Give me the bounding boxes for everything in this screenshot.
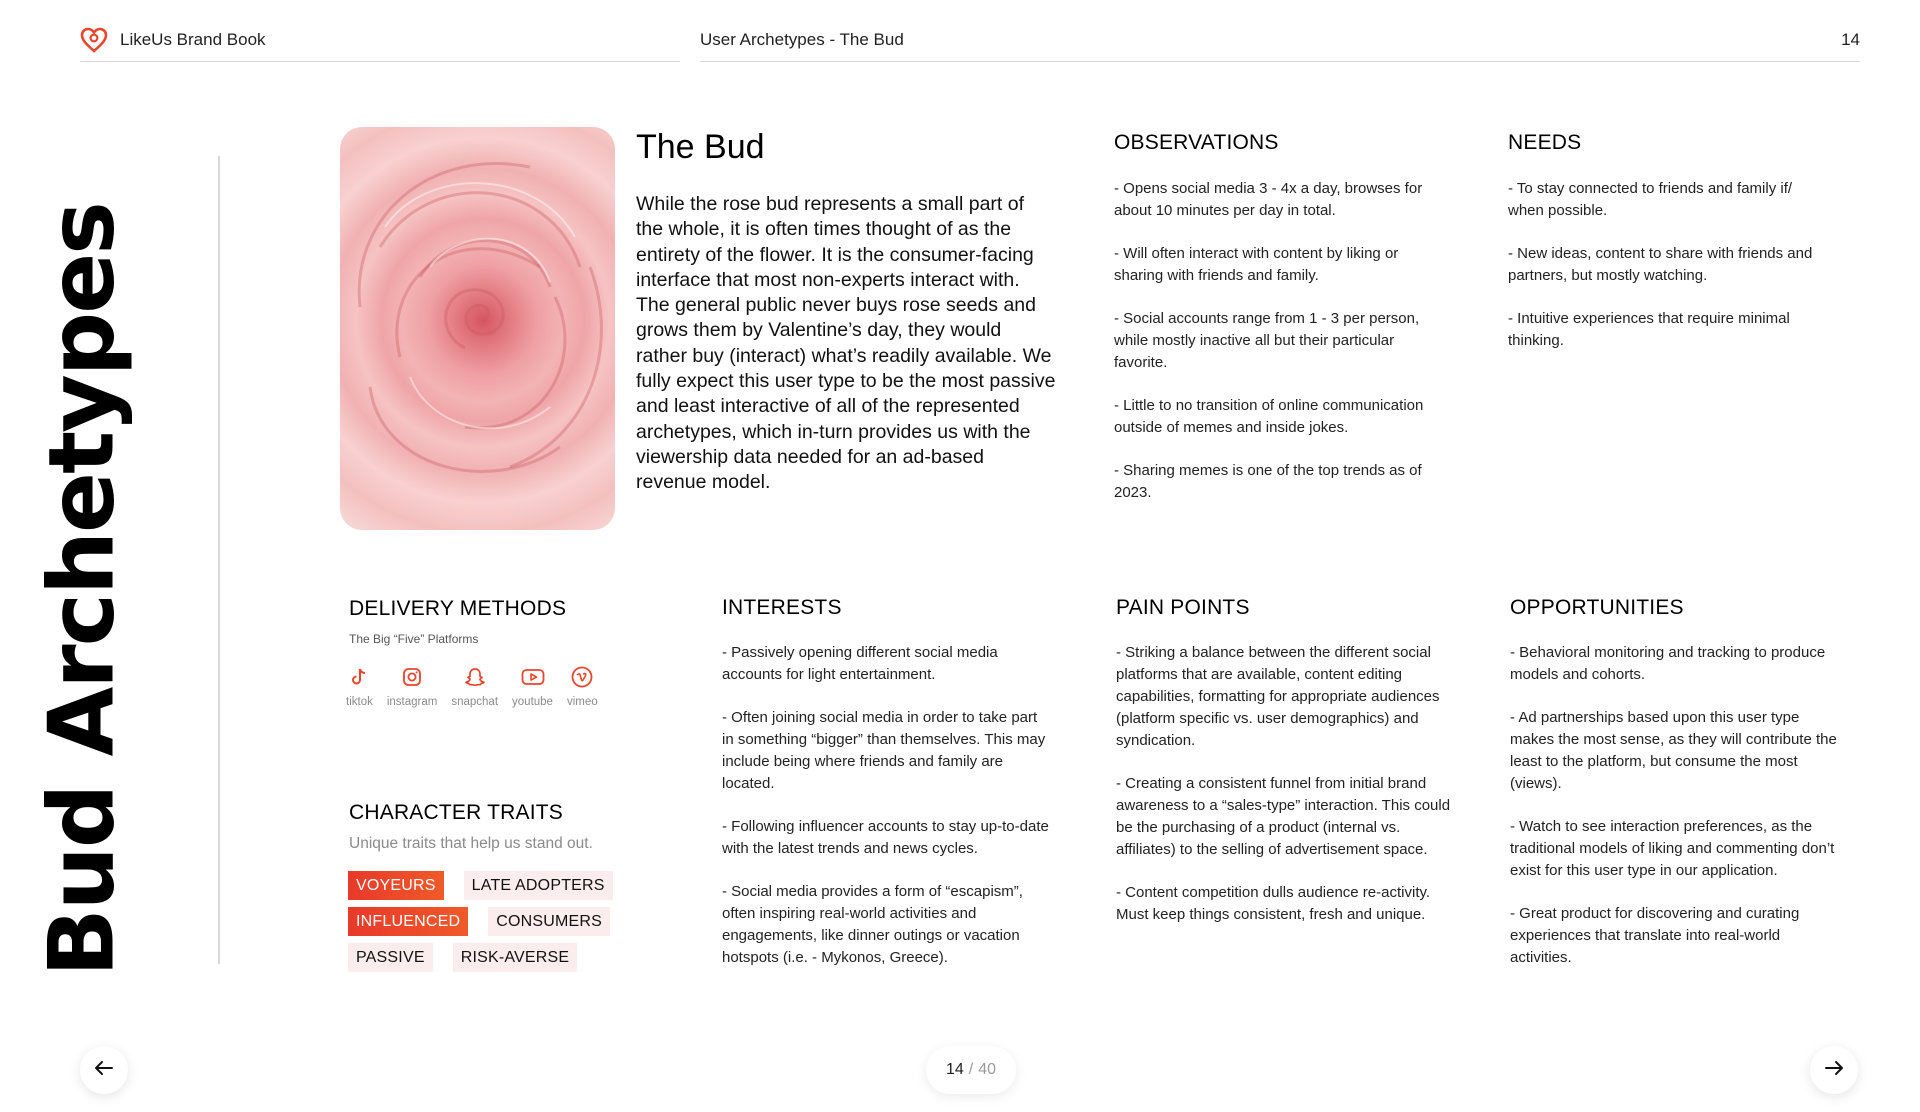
next-page-button[interactable] (1810, 1046, 1858, 1094)
current-page: 14 (945, 1061, 964, 1078)
interests-heading: INTERESTS (722, 596, 842, 619)
list-item: - Passively opening different social media accounts for light entertainment. (722, 644, 998, 683)
platform-label: instagram (386, 696, 438, 708)
list-item: - Striking a balance between the different social platforms that are available, content editing capabilities, formatting for appropriate audiences (platform specific vs. user demographics) and syndication. (1116, 644, 1440, 749)
needs-list (1508, 178, 1828, 373)
snapchat-icon (462, 664, 488, 690)
trait-tag: INFLUENCED (348, 907, 468, 936)
delivery-subtitle: The Big “Five” Platforms (349, 632, 479, 646)
prev-page-button[interactable] (80, 1046, 128, 1094)
list-item: - Following influencer accounts to stay up-to-date with the latest trends and news cycles. (722, 818, 1049, 857)
opportunities-list (1510, 642, 1845, 990)
list-item: - Creating a consistent funnel from initial brand awareness to a “sales-type” interaction. This could be the purchasing of a product (internal vs. affiliates) to the selling of advertisement space. (1116, 775, 1451, 858)
list-item: - Behavioral monitoring and tracking to produce models and cohorts. (1510, 644, 1826, 683)
list-item: - Ad partnerships based upon this user type makes the most sense, as they will contribute the least to the platform, but consume the most (views). (1510, 709, 1837, 792)
tiktok-icon (346, 664, 372, 690)
needs-heading: NEEDS (1508, 131, 1582, 154)
list-item: - Little to no transition of online communication outside of memes and inside jokes. (1114, 397, 1424, 436)
traits-heading: CHARACTER TRAITS (349, 801, 563, 824)
trait-tag: PASSIVE (348, 943, 433, 972)
total-pages: 40 (978, 1061, 997, 1078)
list-item: - Will often interact with content by liking or sharing with friends and family. (1114, 245, 1399, 284)
platform-instagram[interactable] (387, 664, 438, 708)
platform-label: youtube (512, 696, 553, 708)
opportunities-heading: OPPORTUNITIES (1510, 596, 1684, 619)
interests-list (722, 642, 1052, 990)
page-indicator (926, 1046, 1016, 1094)
platform-tiktok[interactable] (346, 664, 373, 708)
brand-name: LikeUs Brand Book (120, 29, 266, 49)
archetype-title: The Bud (636, 128, 765, 166)
arrow-right-icon (1824, 1060, 1844, 1081)
trait-tag: LATE ADOPTERS (464, 871, 613, 900)
heart-logo-icon (80, 25, 110, 55)
platform-label: vimeo (566, 696, 598, 708)
list-item: - To stay connected to friends and family if/ when possible. (1508, 180, 1793, 219)
pain-points-heading: PAIN POINTS (1116, 596, 1250, 619)
instagram-icon (399, 664, 425, 690)
rose-image (340, 127, 615, 530)
header-brand (80, 22, 680, 62)
vimeo-icon (569, 664, 595, 690)
observations-heading: OBSERVATIONS (1114, 131, 1279, 154)
vertical-title: Bud Archetypes (29, 203, 135, 977)
list-item: - Opens social media 3 - 4x a day, browses for about 10 minutes per day in total. (1114, 180, 1423, 219)
list-item: - New ideas, content to share with friends and partners, but mostly watching. (1508, 245, 1813, 284)
archetype-description: While the rose bud represents a small part of the whole, it is often times thought of as the entirety of the flower. It is the consumer-facing interface that most non-experts interact with. The general public never buys rose seeds and grows them by Valentine’s day, they would rather buy (interact) what’s readily available. We fully expect this user type to be the most passive and least interactive of all of the represented archetypes, which in-turn provides us with the viewership data needed for an ad-based revenue model. (636, 193, 1056, 494)
traits-subtitle: Unique traits that help us stand out. (349, 835, 593, 852)
list-item: - Social accounts range from 1 - 3 per person, while mostly inactive all but their particular favorite. (1114, 310, 1420, 371)
page-number: 14 (1841, 29, 1860, 49)
platform-vimeo[interactable] (567, 664, 598, 708)
list-item: - Social media provides a form of “escapism”, often inspiring real-world activities and engagements, like dinner outings or vacation hotspots (i.e. - Mykonos, Greece). (722, 883, 1023, 966)
list-item: - Great product for discovering and curating experiences that translate into real-world activities. (1510, 905, 1800, 966)
platform-list (346, 664, 612, 708)
platform-label: tiktok (346, 696, 373, 708)
list-item: - Sharing memes is one of the top trends as of 2023. (1114, 462, 1422, 501)
list-item: - Watch to see interaction preferences, as the traditional models of liking and commenting don’t exist for this user type in our application. (1510, 818, 1835, 879)
trait-tag: VOYEURS (348, 871, 444, 900)
header-section (700, 22, 1860, 62)
platform-snapchat[interactable] (451, 664, 498, 708)
arrow-left-icon (94, 1060, 114, 1081)
divider-vertical (218, 156, 220, 964)
page-separator: / (968, 1061, 974, 1078)
list-item: - Intuitive experiences that require minimal thinking. (1508, 310, 1790, 349)
observations-list (1114, 178, 1444, 525)
delivery-heading: DELIVERY METHODS (349, 597, 567, 620)
youtube-icon (520, 664, 546, 690)
trait-tag: CONSUMERS (488, 907, 610, 936)
section-title: User Archetypes - The Bud (700, 29, 904, 49)
platform-label: snapchat (451, 696, 499, 708)
pain-points-list (1116, 642, 1451, 947)
list-item: - Content competition dulls audience re-activity. Must keep things consistent, fresh and unique. (1116, 884, 1431, 923)
platform-youtube[interactable] (512, 664, 553, 708)
trait-tag: RISK-AVERSE (453, 943, 578, 972)
list-item: - Often joining social media in order to take part in something “bigger” than themselves. This may include being where friends and family are located. (722, 709, 1046, 792)
traits-tags (348, 871, 638, 979)
